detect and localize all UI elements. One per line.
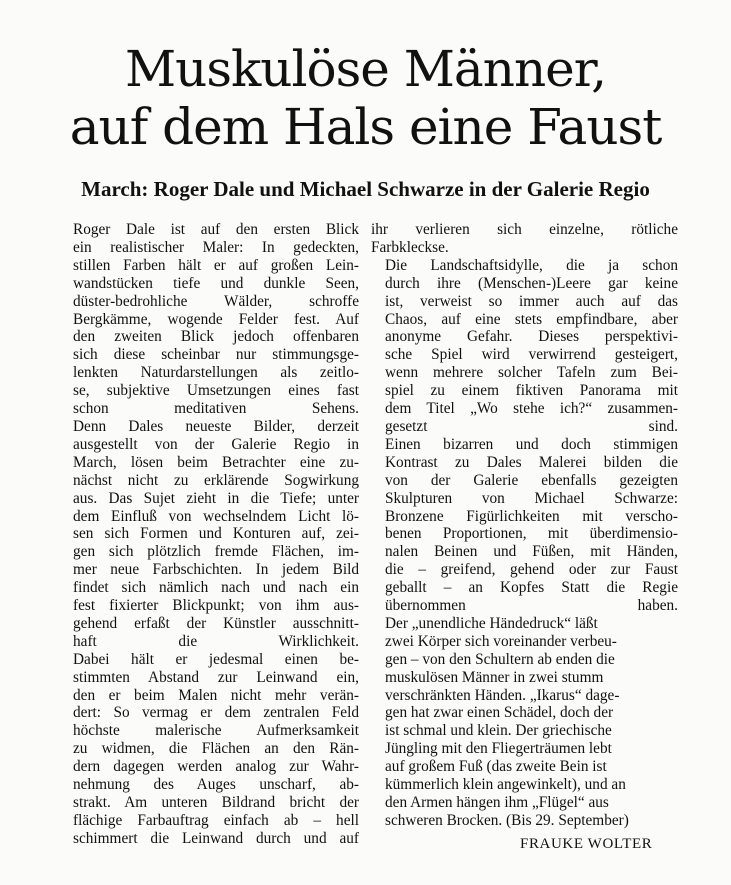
text-line: Einen bizarren und doch stimmigen [385, 435, 678, 453]
text-line: March, lösen beim Betrachter eine zu- [73, 453, 359, 471]
text-line: den er beim Malen nicht mehr verän- [73, 686, 359, 704]
text-line: Roger Dale ist auf den ersten Blick [73, 221, 359, 238]
text-line: se, subjektive Umsetzungen eines fast [73, 382, 359, 400]
text-line: ist schmal und klein. Der griechische [385, 722, 612, 740]
text-line: Chaos, auf eine stets empfindbare, aber [385, 310, 678, 328]
text-line: Der „unendliche Händedruck“ läßt [385, 614, 598, 632]
text-line: düster-bedrohliche Wälder, schroffe [73, 292, 359, 310]
text-line: benen Proportionen, mit überdimensio- [385, 525, 678, 543]
text-line: die – greifend, gehend oder zur Faust [385, 561, 678, 579]
text-line: Denn Dales neueste Bilder, derzeit [73, 417, 359, 435]
text-line: flächige Farbauftrag einfach ab – hell [73, 811, 359, 829]
text-line: dem Titel „Wo stehe ich?“ zusammen- [385, 400, 678, 418]
paragraph [59, 221, 359, 418]
headline-line-2: auf dem Hals eine Faust [69, 98, 662, 156]
text-line: strakt. Am unteren Bildrand bricht der [73, 794, 359, 811]
text-line: wandstücken tiefe und dunkle Seen, [73, 274, 359, 292]
text-line: haft die Wirklichkeit. [73, 632, 359, 650]
text-line: dem Einfluß von wechselndem Licht lö- [73, 507, 359, 525]
text-line: dert: So vermag er dem zentralen Feld [73, 704, 359, 722]
subheadline: March: Roger Dale und Michael Schwarze in der Galerie Regio [81, 177, 650, 201]
text-line: nalen Beinen und Füßen, mit Händen, [385, 543, 678, 561]
headline-line-1: Muskulöse Männer, [124, 40, 607, 98]
paragraph [371, 436, 678, 615]
text-line: ein realistischer Maler: In gedeckten, [73, 238, 359, 256]
text-line: gehend erfaßt der Künstler ausschnitt- [73, 614, 359, 632]
text-line: sich diese scheinbar nur stimmungsge- [73, 346, 359, 364]
author-byline: FRAUKE WOLTER [520, 836, 653, 852]
paragraph [59, 651, 359, 848]
text-line: Dabei hält er jedesmal einen be- [73, 650, 359, 668]
left-column [59, 221, 359, 848]
text-line: muskulösen Männer in zwei stumm [385, 668, 604, 686]
text-line: Bergkämme, wogende Felder fest. Auf [73, 310, 359, 328]
text-line: geballt – an Kopfes Statt die Regie [385, 579, 678, 597]
text-line: Skulpturen von Michael Schwarze: [385, 489, 678, 507]
text-line: anonyme Gefahr. Dieses perspektivi- [385, 328, 678, 346]
text-line: Bronzene Figürlichkeiten mit verscho- [385, 507, 678, 525]
text-line: ihr verlieren sich einzelne, rötliche [371, 221, 678, 238]
text-line: zwei Körper sich voreinander verbeu- [385, 632, 617, 650]
text-line: durch ihre (Menschen-)Leere gar keine [385, 274, 678, 292]
paragraph [59, 418, 359, 651]
text-line: spiel zu einem fiktiven Panorama mit [385, 382, 678, 400]
text-line: nächst nicht zu erklärende Sogwirkung [73, 471, 359, 489]
text-line: den zweiten Blick jedoch offenbaren [73, 328, 359, 346]
text-line: den Armen hängen ihm „Flügel“ aus [385, 794, 609, 811]
text-line: stimmten Abstand zur Leinwand ein, [73, 668, 359, 686]
text-line: Kontrast zu Dales Malerei bilden die [385, 453, 678, 471]
text-line: höchste malerische Aufmerksamkeit [73, 722, 359, 740]
text-line: ist, verweist so immer auch auf das [385, 292, 678, 310]
text-line: schimmert die Leinwand durch und auf [73, 829, 359, 847]
text-line: wenn mehrere solcher Tafeln zum Bei- [385, 364, 678, 382]
paragraph [371, 221, 678, 257]
text-line: auf großem Fuß (das zweite Bein ist [385, 758, 607, 776]
text-line: zu widmen, die Flächen an den Rän- [73, 740, 359, 758]
headline [0, 40, 731, 156]
text-line: ausgestellt von der Galerie Regio in [73, 435, 359, 453]
text-line: gesetzt sind. [385, 417, 678, 435]
text-line: von der Galerie ebenfalls gezeigten [385, 471, 678, 489]
text-line: sche Spiel wird verwirrend gesteigert, [385, 346, 678, 364]
text-line: verschränkten Händen. „Ikarus“ dage- [385, 686, 620, 704]
text-line: schon meditativen Sehens. [73, 400, 359, 418]
text-line: fest fixierter Blickpunkt; von ihm aus- [73, 597, 359, 615]
text-line: findet sich nämlich nach und nach ein [73, 579, 359, 597]
text-line: lenkten Naturdarstellungen als zeitlo- [73, 364, 359, 382]
text-line: Jüngling mit den Fliegerträumen lebt [385, 740, 612, 758]
text-line: Die Landschaftsidylle, die ja schon [385, 256, 678, 274]
text-line: gen sich plötzlich fremde Flächen, im- [73, 543, 359, 561]
text-line: mer neue Farbschichten. In jedem Bild [73, 561, 359, 579]
text-line: dern dagegen werden analog zur Wahr- [73, 758, 359, 776]
text-line: gen – von den Schultern ab enden die [385, 650, 615, 668]
paragraph [371, 615, 678, 830]
right-column [371, 221, 678, 830]
text-line: gen hat zwar einen Schädel, doch der [385, 704, 614, 722]
text-line: stillen Farben hält er auf großen Lein- [73, 256, 359, 274]
text-line: schweren Brocken. (Bis 29. September) [385, 811, 629, 829]
text-line: übernommen haben. [385, 597, 678, 615]
text-line: Farbkleckse. [371, 238, 449, 256]
text-line: nehmung des Auges unscharf, ab- [73, 776, 359, 794]
text-line: sen sich Formen und Konturen auf, zei- [73, 525, 359, 543]
text-line: kümmerlich klein angewinkelt), und an [385, 776, 626, 794]
paragraph [371, 257, 678, 436]
text-line: aus. Das Sujet zieht in die Tiefe; unter [73, 489, 359, 507]
